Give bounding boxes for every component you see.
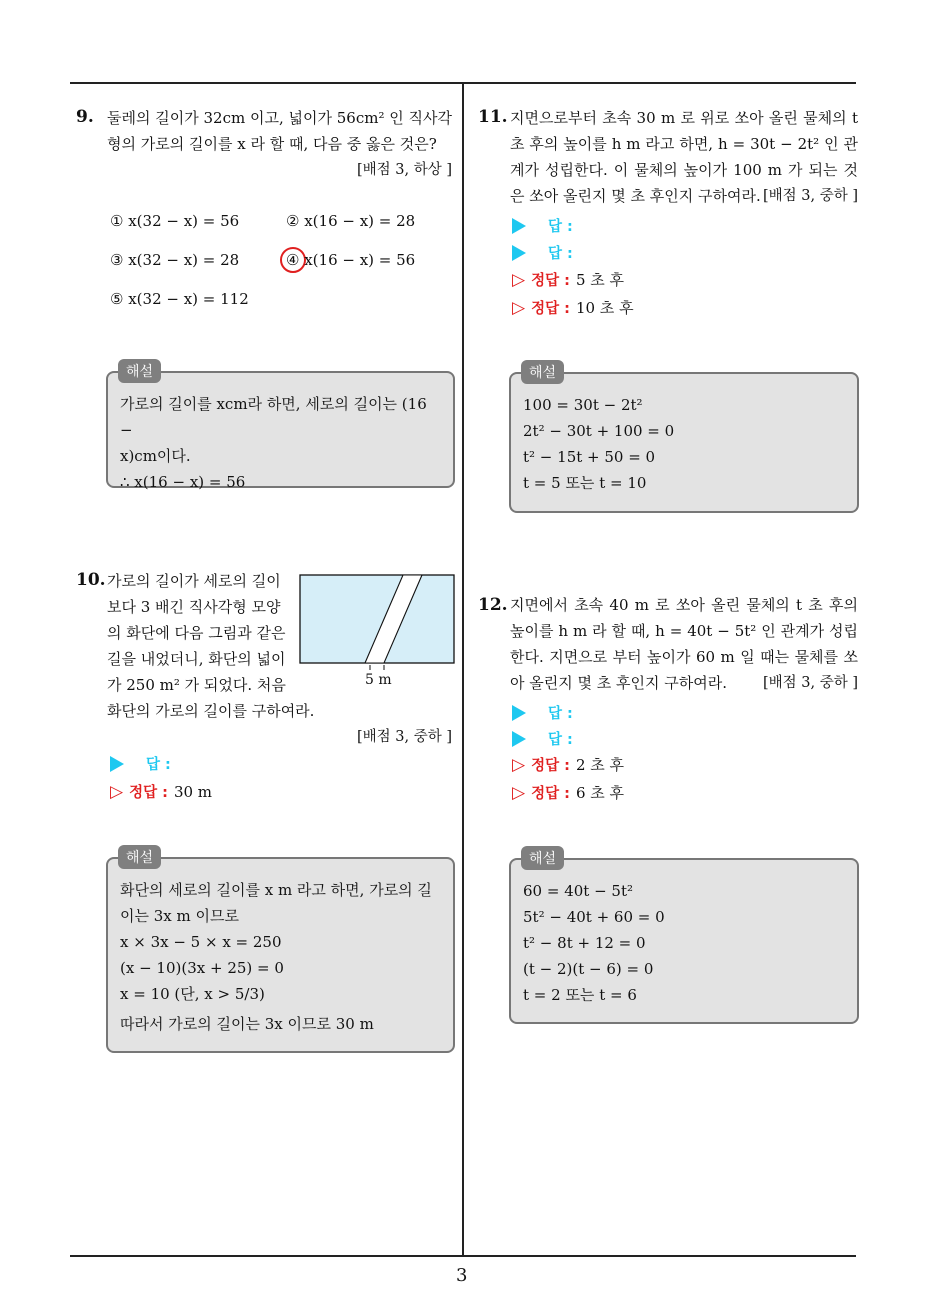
q11-answer-row-1: [512, 215, 573, 236]
q10-explanation-line: 화단의 세로의 길이를 x m 라고 하면, 가로의 길: [120, 881, 432, 899]
q12-correct-value: 2 초 후: [575, 756, 625, 774]
q10-garden-figure: [298, 573, 458, 689]
q11-correct-value: 10 초 후: [575, 299, 634, 317]
correct-arrow-icon: ▷: [512, 297, 526, 318]
q12-explanation-box: [509, 858, 859, 1024]
q11-explanation-line: t = 5 또는 t = 10: [523, 474, 647, 492]
correct-arrow-icon: ▷: [110, 781, 124, 802]
q10-number: 10.: [76, 570, 106, 590]
q9-choice-1[interactable]: ① x(32 − x) = 56: [110, 212, 240, 230]
q9-explanation-tag: 해설: [118, 359, 161, 383]
q12-explanation-line: 5t² − 40t + 60 = 0: [523, 908, 665, 926]
q11-explanation-tag: 해설: [521, 360, 564, 384]
q10-text-line: 길을 내었더니, 화단의 넓이: [107, 650, 286, 668]
q11-correct-row-1: [512, 269, 624, 290]
correct-arrow-icon: ▷: [512, 782, 526, 803]
q12-correct-label: 정답 :: [531, 786, 570, 802]
q10-text-line: 화단의 가로의 길이를 구하여라.: [107, 702, 315, 720]
q10-text-line: 의 화단에 다음 그림과 같은: [107, 624, 286, 642]
q10-correct-row: [110, 781, 212, 802]
q9-explanation-line: x)cm이다.: [120, 447, 191, 465]
page-number: 3: [456, 1265, 468, 1286]
q10-explanation-line: x × 3x − 5 × x = 250: [120, 933, 282, 951]
q12-answer-label: 답 :: [548, 732, 573, 748]
q10-explanation-line: 이는 3x m 이므로: [120, 907, 239, 925]
q10-explanation-line: (x − 10)(3x + 25) = 0: [120, 959, 284, 977]
q11-explanation-box: [509, 372, 859, 513]
q11-correct-value: 5 초 후: [575, 271, 625, 289]
q9-choice-2[interactable]: ② x(16 − x) = 28: [286, 212, 416, 230]
q9-explanation-line: ∴ x(16 − x) = 56: [120, 473, 246, 491]
answer-arrow-icon: [512, 245, 526, 261]
correct-arrow-icon: ▷: [512, 754, 526, 775]
q9-explanation-box: [106, 371, 455, 491]
q12-correct-row-2: [512, 782, 624, 803]
q10-explanation-line: x = 10 (단, x > 5/3): [120, 985, 265, 1003]
q10-text-line: 가로의 길이가 세로의 길이: [107, 572, 281, 590]
answer-arrow-icon: [512, 218, 526, 234]
q11-correct-label: 정답 :: [531, 301, 570, 317]
q12-answer-label: 답 :: [548, 706, 573, 722]
q9-number: 9.: [76, 107, 94, 127]
q9-choice-4[interactable]: ④ x(16 − x) = 56: [286, 251, 416, 269]
q10-text-line: 가 250 m² 가 되었다. 처음: [107, 676, 286, 694]
bottom-rule: [70, 1255, 856, 1257]
q11-number: 11.: [478, 107, 508, 127]
q9-choice-3[interactable]: ③ x(32 − x) = 28: [110, 251, 240, 269]
q12-number: 12.: [478, 595, 508, 615]
q11-explanation-line: 100 = 30t − 2t²: [523, 396, 643, 414]
q10-text-line: 보다 3 배긴 직사각형 모양: [107, 598, 281, 616]
q12-correct-row-1: [512, 754, 624, 775]
q11-explanation-line: t² − 15t + 50 = 0: [523, 448, 656, 466]
q10-correct-label: 정답 :: [129, 785, 168, 801]
q11-answer-label: 답 :: [548, 246, 573, 262]
q11-explanation-line: 2t² − 30t + 100 = 0: [523, 422, 675, 440]
q12-correct-label: 정답 :: [531, 758, 570, 774]
q9-explanation-line: 가로의 길이를 xcm라 하면, 세로의 길이는 (16 −: [120, 395, 427, 439]
q11-points: [배점 3, 중하 ]: [762, 188, 858, 204]
q11-text: 지면으로부터 초속 30 m 로 위로 쏘아 올린 물체의 t 초 후의 높이를 h m 라고 하면, h = 30t − 2t² 인 관계가 성립한다. 이 물체의 높이가 100 m 가 되는 것은 쏘아 올린지 몇 초 후인지 구하여라.: [510, 109, 858, 205]
q12-explanation-line: 60 = 40t − 5t²: [523, 882, 633, 900]
q12-correct-value: 6 초 후: [575, 784, 625, 802]
q10-answer-row: [110, 753, 171, 774]
q12-explanation-line: t = 2 또는 t = 6: [523, 986, 637, 1004]
answer-arrow-icon: [512, 731, 526, 747]
q10-answer-label: 답 :: [146, 757, 171, 773]
q11-correct-row-2: [512, 297, 634, 318]
q9-choice-5[interactable]: ⑤ x(32 − x) = 112: [110, 290, 249, 308]
q10-explanation-tag: 해설: [118, 845, 161, 869]
q11-answer-label: 답 :: [548, 219, 573, 235]
q10-correct-value: 30 m: [173, 782, 213, 801]
q11-answer-row-2: [512, 242, 573, 263]
q9-text: 둘레의 길이가 32cm 이고, 넓이가 56cm² 인 직사각형의 가로의 길이를 x 라 할 때, 다음 중 옳은 것은?: [107, 109, 452, 153]
q10-explanation-line: 따라서 가로의 길이는 3x 이므로 30 m: [120, 1015, 374, 1033]
q12-explanation-line: t² − 8t + 12 = 0: [523, 934, 646, 952]
q12-explanation-tag: 해설: [521, 846, 564, 870]
q10-text: [107, 568, 315, 724]
correct-arrow-icon: ▷: [512, 269, 526, 290]
q11-correct-label: 정답 :: [531, 273, 570, 289]
answer-arrow-icon: [512, 705, 526, 721]
q12-explanation-line: (t − 2)(t − 6) = 0: [523, 960, 654, 978]
q10-explanation-box: [106, 857, 455, 1053]
q9-points: [배점 3, 하상 ]: [356, 162, 452, 178]
q10-figure-label: 5 m: [365, 672, 392, 688]
column-divider: [462, 82, 464, 1256]
q12-points: [배점 3, 중하 ]: [762, 675, 858, 691]
q12-answer-row-2: [512, 728, 573, 749]
q10-points: [배점 3, 중하 ]: [356, 729, 452, 745]
q12-answer-row-1: [512, 702, 573, 723]
answer-arrow-icon: [110, 756, 124, 772]
q12-text: 지면에서 초속 40 m 로 쏘아 올린 물체의 t 초 후의 높이를 h m 라 할 때, h = 40t − 5t² 인 관계가 성립한다. 지면으로 부터 높이가 60 m 일 때는 물체를 쏘아 올린지 몇 초 후인지 구하여라.: [510, 596, 858, 692]
